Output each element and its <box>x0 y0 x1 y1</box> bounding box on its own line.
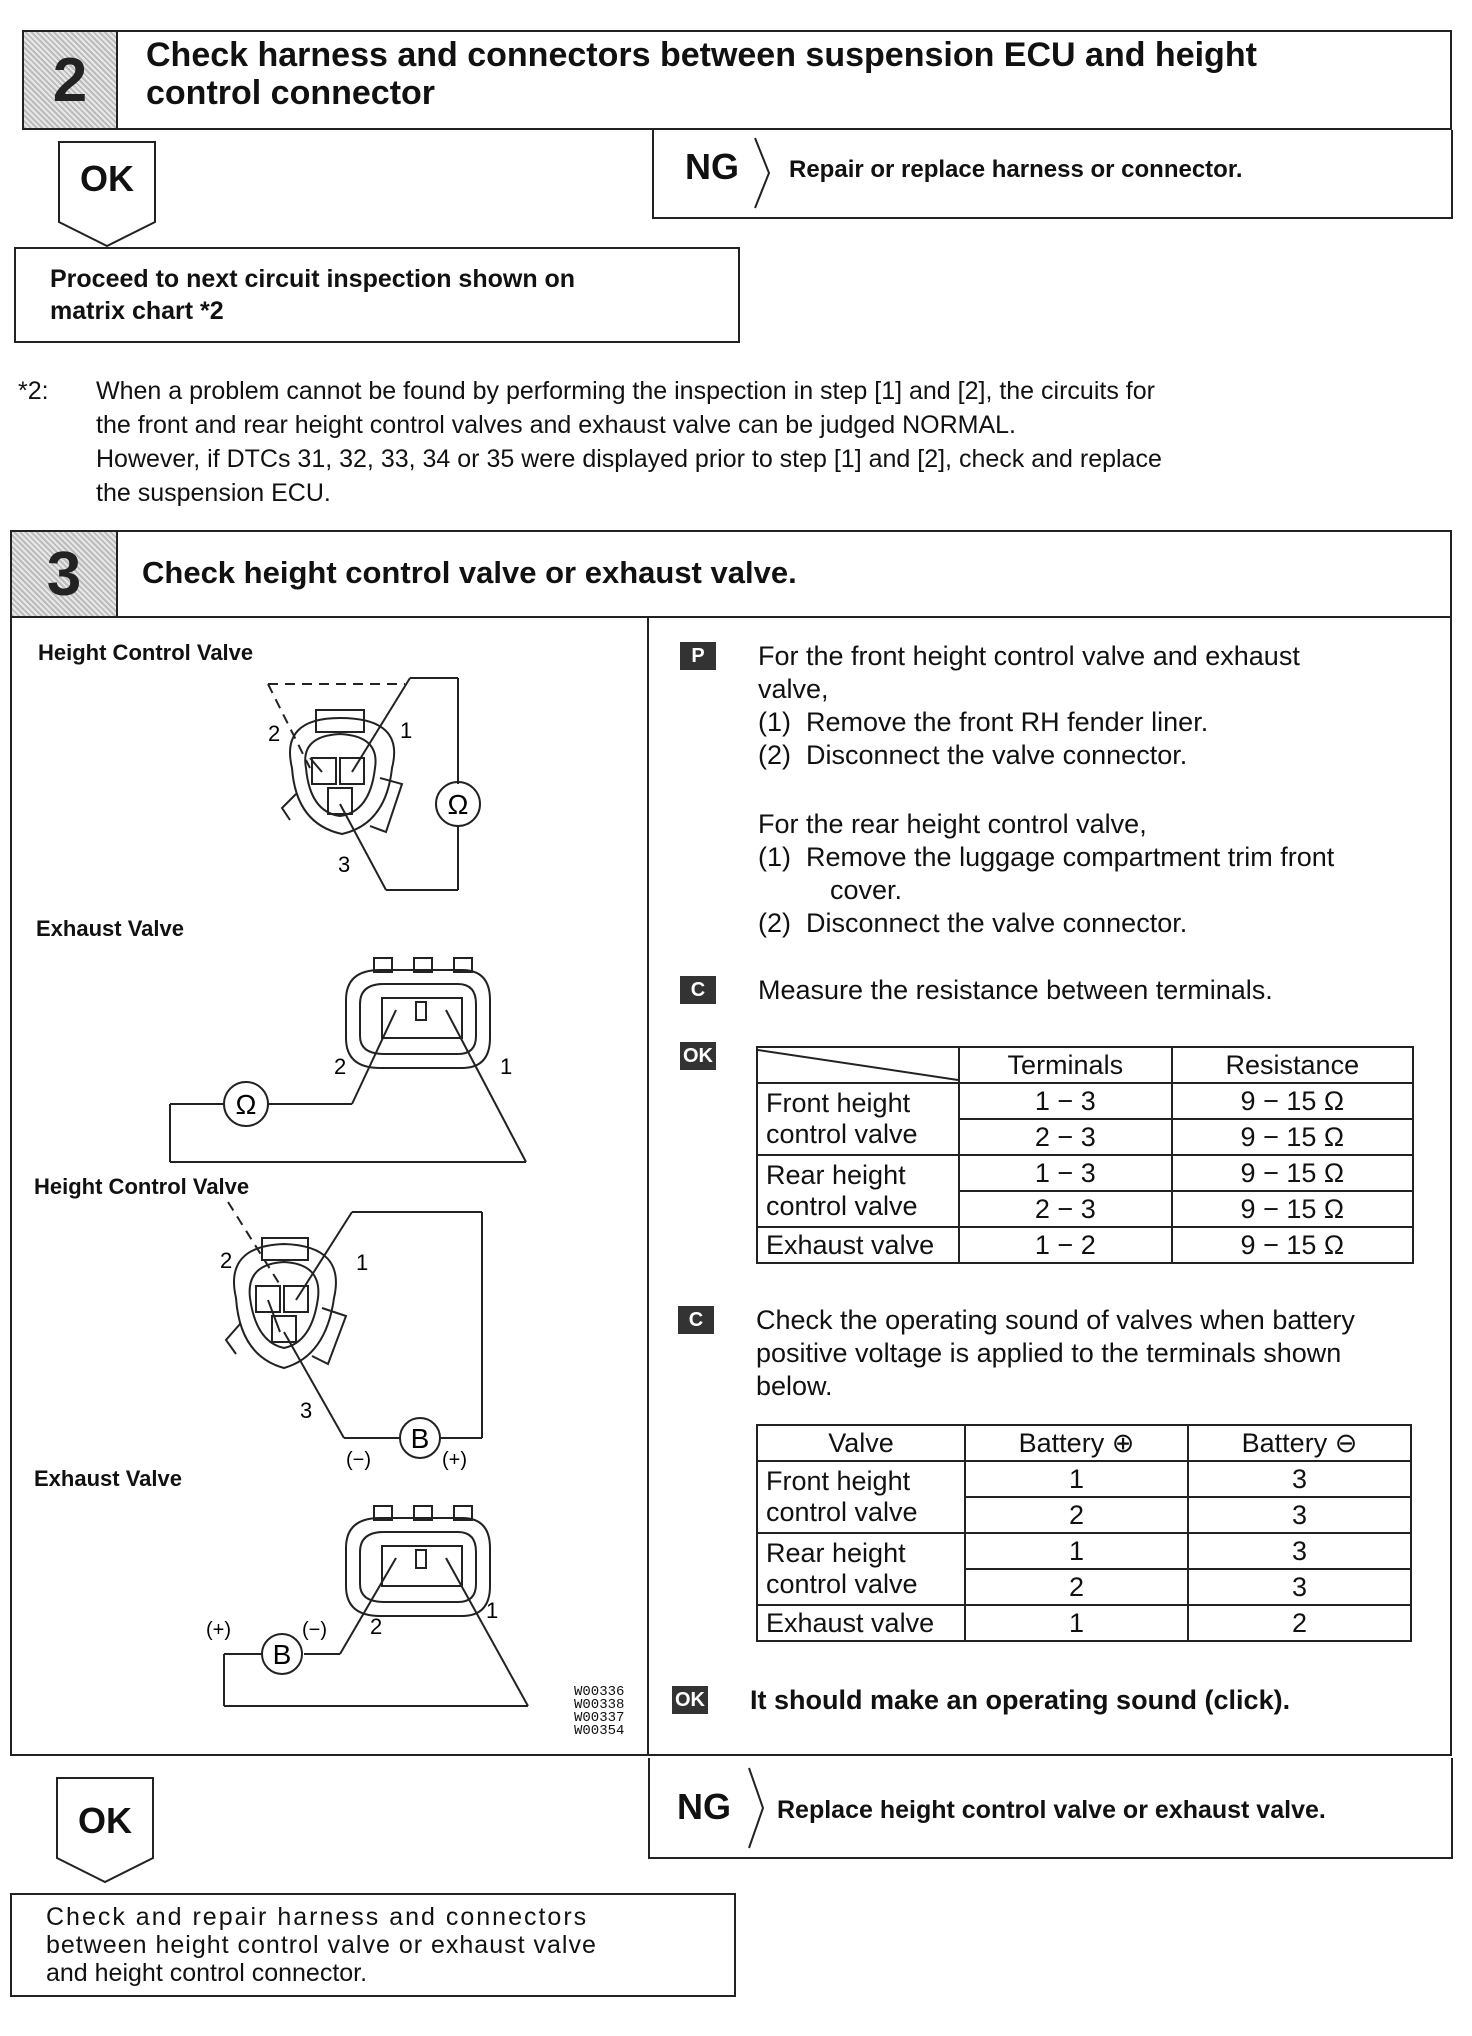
table-row <box>757 1461 1411 1497</box>
diagram-code-1: W00336 <box>574 1684 625 1700</box>
table-row-label: Exhaust valve <box>757 1605 965 1641</box>
battery-symbol-1: B <box>410 1423 430 1454</box>
footnote-text <box>96 374 1456 510</box>
table-header-cell: Valve <box>757 1425 965 1461</box>
ev-battery-diagram <box>224 1506 528 1706</box>
step3-title: Check height control valve or exhaust valve. <box>142 555 797 590</box>
battery-symbol-2: B <box>272 1639 292 1670</box>
resistance-table <box>756 1046 1414 1264</box>
prep-tag: P <box>680 642 716 670</box>
ev2-terminal-2: 2 <box>370 1614 383 1639</box>
table-cell: 2 <box>1188 1605 1411 1641</box>
diagram-code-2: W00338 <box>574 1697 625 1713</box>
table-header-row <box>757 1047 1413 1083</box>
step3-ok-label: OK <box>78 1800 132 1841</box>
ok-result: It should make an operating sound (click). <box>750 1685 1291 1715</box>
prep-front-intro: For the front height control valve and exhaust <box>758 641 1300 671</box>
hcv1-terminal-3: 3 <box>338 852 351 877</box>
prep-rear-step1b: cover. <box>830 875 903 905</box>
prep-front-step2: (2) Disconnect the valve connector. <box>758 740 1188 770</box>
table-cell: 9 − 15 Ω <box>1172 1227 1413 1263</box>
table-cell: 3 <box>1188 1461 1411 1497</box>
table-header-cell <box>757 1047 959 1083</box>
step2-header <box>22 30 1452 130</box>
table-cell: 3 <box>1188 1569 1411 1605</box>
table-cell: 1 <box>965 1461 1188 1497</box>
footnote-marker: *2: <box>18 377 49 405</box>
table-cell: 3 <box>1188 1497 1411 1533</box>
hcv2-terminal-1: 1 <box>356 1250 369 1275</box>
ev-ohm-diagram <box>170 958 526 1162</box>
ev1-terminal-1: 1 <box>500 1054 513 1079</box>
battery2-minus: (−) <box>302 1619 327 1641</box>
diagram-codes <box>574 1686 624 1738</box>
table-row-label: Rear height control valve <box>757 1533 965 1605</box>
step2-ok-flag <box>57 140 157 250</box>
table-cell: 1 − 3 <box>959 1083 1172 1119</box>
prep-rear-step2: (2) Disconnect the valve connector. <box>758 908 1188 938</box>
table-row-label: Rear height control valve <box>757 1155 959 1227</box>
table-row-label: Front height control valve <box>757 1083 959 1155</box>
step3-divider <box>647 618 649 1756</box>
table-cell: 2 <box>965 1497 1188 1533</box>
step3-ng-label: NG <box>677 1786 731 1827</box>
hcv1-terminal-2: 2 <box>268 721 281 746</box>
table-cell: 9 − 15 Ω <box>1172 1119 1413 1155</box>
table-cell: 1 − 3 <box>959 1155 1172 1191</box>
hcv2-terminal-3: 3 <box>300 1398 313 1423</box>
table-cell: 9 − 15 Ω <box>1172 1083 1413 1119</box>
ok-tag-1: OK <box>680 1042 716 1070</box>
step3-ok-action-box <box>10 1893 736 1997</box>
step2-ng-label: NG <box>685 146 739 187</box>
diagram-label-ev-2: Exhaust Valve <box>34 1466 182 1491</box>
hcv-battery-diagram <box>226 1202 482 1458</box>
step2-ok-action-box <box>14 247 740 343</box>
table-cell: 1 <box>965 1533 1188 1569</box>
step3-ok-flag <box>55 1776 155 1886</box>
step2-ok-action-line2: matrix chart *2 <box>50 297 224 325</box>
step3-number: 3 <box>12 532 118 616</box>
table-cell: 9 − 15 Ω <box>1172 1155 1413 1191</box>
table-header-cell: Battery ⊕ <box>965 1425 1188 1461</box>
diagram-code-3: W00337 <box>574 1710 625 1726</box>
battery-table <box>756 1424 1412 1642</box>
ev1-terminal-2: 2 <box>334 1054 347 1079</box>
table-cell: 9 − 15 Ω <box>1172 1191 1413 1227</box>
table-row <box>757 1533 1411 1569</box>
table-row <box>757 1227 1413 1263</box>
table-header-row <box>757 1425 1411 1461</box>
diagram-label-ev-1: Exhaust Valve <box>36 916 184 941</box>
step3-ng-box <box>647 1756 1454 1860</box>
step3-ng-action: Replace height control valve or exhaust valve. <box>777 1796 1326 1824</box>
check1-text: Measure the resistance between terminals. <box>758 975 1273 1005</box>
step3-header <box>10 530 1452 618</box>
table-cell: 3 <box>1188 1533 1411 1569</box>
battery2-plus: (+) <box>206 1619 231 1641</box>
step3-ok-action-line3: and height control connector. <box>46 1959 368 1987</box>
table-header-cell: Battery ⊖ <box>1188 1425 1411 1461</box>
table-cell: 2 <box>965 1569 1188 1605</box>
prep-rear-intro: For the rear height control valve, <box>758 809 1147 839</box>
table-cell: 1 − 2 <box>959 1227 1172 1263</box>
step3-ok-action-line1: Check and repair harness and connectors <box>46 1903 589 1931</box>
table-cell: 1 <box>965 1605 1188 1641</box>
table-cell: 2 − 3 <box>959 1119 1172 1155</box>
table-row <box>757 1155 1413 1191</box>
prep-front-intro2: valve, <box>758 674 829 704</box>
step2-title-line1: Check harness and connectors between suspension ECU and height <box>146 36 1257 74</box>
step2-number: 2 <box>24 32 118 128</box>
table-row <box>757 1083 1413 1119</box>
footnote-line3: However, if DTCs 31, 32, 33, 34 or 35 were displayed prior to step [1] and [2], check and replace <box>96 445 1162 473</box>
check-tag-1: C <box>680 976 716 1004</box>
table-header-cell: Terminals <box>959 1047 1172 1083</box>
check-tag-2: C <box>678 1306 714 1334</box>
table-row <box>757 1605 1411 1641</box>
ohm-symbol-1: Ω <box>447 789 469 820</box>
footnote-line2: the front and rear height control valves and exhaust valve can be judged NORMAL. <box>96 411 1016 439</box>
table-header-cell: Resistance <box>1172 1047 1413 1083</box>
hcv1-terminal-1: 1 <box>400 718 413 743</box>
diagram-label-hcv-1: Height Control Valve <box>38 640 254 665</box>
diagram-code-4: W00354 <box>574 1723 625 1739</box>
step2-title-line2: control connector <box>146 74 436 112</box>
check2-line2: positive voltage is applied to the terminals shown <box>756 1338 1342 1368</box>
step2-ng-action: Repair or replace harness or connector. <box>789 156 1243 183</box>
footnote-line1: When a problem cannot be found by performing the inspection in step [1] and [2], the circuits for <box>96 377 1155 405</box>
prep-front-step1: (1) Remove the front RH fender liner. <box>758 707 1209 737</box>
battery1-minus: (−) <box>346 1449 371 1471</box>
table-row-label: Front height control valve <box>757 1461 965 1533</box>
table-cell: 2 − 3 <box>959 1191 1172 1227</box>
check2-line1: Check the operating sound of valves when battery <box>756 1305 1355 1335</box>
battery1-plus: (+) <box>442 1449 467 1471</box>
prep-rear-step1: (1) Remove the luggage compartment trim front <box>758 842 1335 872</box>
check2-line3: below. <box>756 1371 833 1401</box>
footnote-line4: the suspension ECU. <box>96 479 331 507</box>
hcv2-terminal-2: 2 <box>220 1248 233 1273</box>
ohm-symbol-2: Ω <box>235 1089 257 1120</box>
step2-ok-action-line1: Proceed to next circuit inspection shown on <box>50 265 576 293</box>
step2-ok-label: OK <box>80 158 134 199</box>
diagram-label-hcv-2: Height Control Valve <box>34 1174 250 1199</box>
step3-ok-action-line2: between height control valve or exhaust valve <box>46 1931 597 1959</box>
ok-tag-2: OK <box>672 1686 708 1714</box>
step2-ng-box <box>651 128 1454 220</box>
ev2-terminal-1: 1 <box>486 1598 499 1623</box>
valve-connector-diagrams <box>10 618 646 1756</box>
hcv-ohm-diagram <box>268 678 480 890</box>
table-row-label: Exhaust valve <box>757 1227 959 1263</box>
